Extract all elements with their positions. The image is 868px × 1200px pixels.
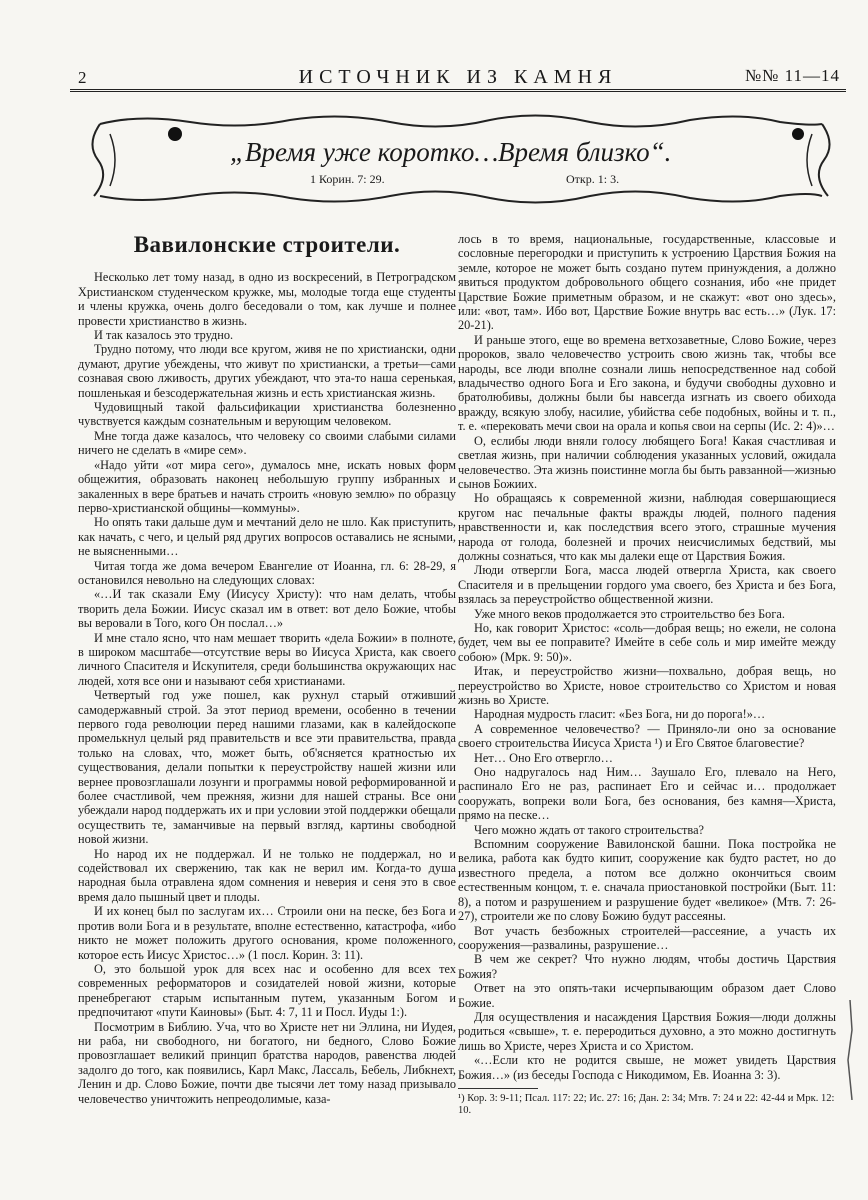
paragraph: В чем же секрет? Что нужно людям, чтобы достичь Царствия Божия? [458,952,836,981]
epigraph-ref-right: Откр. 1: 3. [566,172,620,186]
footnote-rule [458,1088,538,1089]
paragraph: Чего можно ждать от такого строительства? [474,822,704,837]
paragraph: Мне тогда даже казалось, что человеку со своими слабыми силами ничего не сделать в «мире сем». [78,428,456,458]
paragraph: «…Если кто не родится свыше, не может увидеть Царствия Божия…» (из беседы Господа с Никодимом, Ев. Иоанна 3: 3). [458,1053,836,1082]
paragraph: Трудно потому, что люди все кругом, живя не по христиански, одни думают, другие убеждены, что живут по христиански, а третьи—сами сознавая свою лживость, других убеждают, что эта-то наша серенькая, пошленькая и безсодержательная жизнь и есть христианская жизнь. [78,342,456,400]
footnote-text: ¹) Кор. 3: 9-11; Псал. 117: 22; Ис. 27: 16; Дан. 2: 34; Мтв. 7: 24 и 22: 42-44 и Мрк. 12: 10. [458,1093,835,1116]
paragraph: Но опять таки дальше дум и мечтаний дело не шло. Как приступить, как начать, с чего, и целый ряд других вопросов оставались не ясными, не выясненными… [78,515,456,559]
paragraph: Несколько лет тому назад, в одно из воскресений, в Петроградском Христианском студенческом кружке, мы, молодые тогда еще студенты и члены кружка, очень долго беседовали о том, как лучше и полнее провести христианство в жизнь. [78,270,456,328]
paragraph: Ответ на это опять-таки исчерпывающим образом дает Слово Божие. [458,981,836,1010]
paragraph: Но, как говорит Христос: «соль—добрая вещь; но ежели, не солона будет, чем вы ее поправите? Имейте в себе соль и мир имейте между собою» (Мрк. 9: 50)». [458,620,836,664]
paragraph: О, это большой урок для всех нас и особенно для всех тех современных реформаторов и созидателей новой жизни, которые пренебрегают старым испытанным путем, указанным Богом и предпочитают «пути Каиновы» (Быт. 4: 7, 11 и Посл. Иуды 1:). [78,961,456,1020]
column-left [78,232,456,1106]
paragraph: И так казалось это трудно. [94,328,234,343]
paragraph: Но обращаясь к современной жизни, наблюдая совершающиеся кругом нас печальные факты вражды людей, полного падения нравственности и, как последствия всего этого, страшные мучения народа от голода, болезней и прочих неисчислимых бедствий, мы должны сознаться, что как мы далеки еще от Царствия Божия. [458,491,836,563]
paragraph: О, еслибы люди вняли голосу любящего Бога! Какая счастливая и светлая жизнь, при наличии соблюдения указанных условий, ожидала человечество. Эта жизнь поистинне могла бы быть равзанной—жизнью сынов Божиих. [458,433,836,491]
paragraph: Вспомним сооружение Вавилонской башни. Пока постройка не велика, работа как будто кипит, сооружение как будто растет, но до известного предела, а потом все должно окончиться своим естественным концом, т. е. сначала приостановкой постройки (Быт. 11: 8), а потом и разрушением и разрушение будет «великое» (Мтв. 7: 26-27), строители же по слову Божию будут рассеяны. [458,837,836,924]
paragraph: Читая тогда же дома вечером Евангелие от Иоанна, гл. 6: 28-29, я остановился невольно на следующих словах: [78,558,456,587]
publication-title: ИСТОЧНИК ИЗ КАМНЯ [298,66,618,88]
paragraph: Народная мудрость гласит: «Без Бога, ни до порога!»… [474,707,766,722]
paragraph: И мне стало ясно, что нам мешает творить «дела Божии» в полноте, в широком масштабе—отсутствие веры во Иисуса Христа, как своего личного Спасителя и Искупителя, среди большинства окружающих нас людей, хотя все они и называют себя христианами. [78,630,456,688]
ornament-dot-right [792,128,804,140]
paragraph: «…И так сказали Ему (Иисусу Христу): что нам делать, чтобы творить дела Божии. Иисус сказал им в ответ: вот дело Божие, чтобы вы веровали в Того, кого Он послал…» [78,587,456,631]
paragraph: Итак, и переустройство жизни—похвально, добрая вещь, но переустройство во Христе, новое строительство со Христом и новая жизнь во Христе. [458,664,836,707]
header-rule [70,89,846,92]
epigraph-ref-left: 1 Корин. 7: 29. [310,172,385,186]
column-right [458,232,836,1082]
page-header [70,62,846,92]
paragraph: А современное человечество? — Приняло-ли оно за основание своего строительства Иисуса Христа ¹) и Его Святое благовестие? [458,721,836,751]
issue-number: №№ 11—14 [744,66,840,85]
page-edge-mark [840,1000,860,1100]
paragraph: лось в то время, национальные, государственные, классовые и сословные перегородки и приступить к устроению Царствия Божия на земле, которое не может быть создано путем принуждения, а должно явиться продуктом добровольного общего сознания, ибо «не придет Царствие Божие приметным образом, и не скажут: «вот оно здесь», или: «вот, там». Ибо вот, Царствие Божие внутрь вас есть…» (Лук. 17: 20-21). [458,232,836,333]
paragraph: Вот участь безбожных строителей—рассеяние, а участь их сооружения—развалины, разрушение… [458,923,836,952]
paragraph: Посмотрим в Библию. Уча, что во Христе нет ни Эллина, ни Иудея, ни раба, ни свободного, ни богатого, ни бедного, Слово Божие провозглашает великий принцип братства народов, равенства людей задолго до того, как появились, Карл Макс, Лассаль, Бебель, Либкнехт, Ленин и др. Слово Божие, почти две тысячи лет тому назад призывало человечество уничтожить непреодолимые, каза- [78,1019,456,1106]
paragraph: «Надо уйти «от мира сего», думалось мне, искать новых форм общежития, образовать наконец небольшую группу избранных и закаленных в вере братьев и начать строить «новую землю» по образцу перво-христианской общины—коммуны». [78,457,456,515]
paragraph: Оно надругалось над Ним… Заушало Его, плевало на Него, распинало Его не раз, распинает Его и сейчас и… продолжает сооружать, вопреки воли Бога, без основания, без камня—Христа, прямо на песке… [458,765,836,823]
paragraph: Чудовищный такой фальсификации христианства болезненно чувствуется каждым сознательным и верующим человеком. [78,400,456,429]
paragraph: И их конец был по заслугам их… Строили они на песке, без Бога и против воли Бога и в результате, вполне естественно, катастрофа, «ибо никто не может положить другого основания, кроме положенного, которое есть Иисус Христос…» (1 посл. Корин. 3: 11). [78,904,456,962]
epigraph-banner [80,104,840,216]
column-left-body [78,270,456,1106]
epigraph-quote-left: „Время уже коротко… [230,137,499,167]
paragraph: Уже много веков продолжается это строительство без Бога. [474,606,785,621]
paragraph: И раньше этого, еще во времена ветхозаветные, Слово Божие, через пророков, звало человечество устроить свою жизнь так, чтобы все народы, все люди вполне сознали лишь непосредственное над собой владычество одного Бога и Его закона, и будучи свободны духовно и братолюбивы, должны были бы навсегда изгнать из своего обихода вражду, всякую злобу, насилие, убийства себе подобных, войны и т. п., т. е. «перековать мечи свои на орала и копья свои на серпы (Ис. 2: 4)»… [458,332,836,434]
paragraph: Нет… Оно Его отвергло… [474,750,613,765]
paragraph: Для осуществления и насаждения Царствия Божия—люди должны родиться «свыше», т. е. переродиться духовно, а это можно достигнуть лишь во Христе, через Христа и со Христом. [458,1009,836,1053]
epigraph-quote-right: Время близко“. [498,137,672,167]
paragraph: Четвертый год уже пошел, как рухнул старый отживший самодержавный строй. За этот период времени, особенно в течении первого года революции перед нашими глазами, как в калейдоскопе промелькнул целый ряд правительств и все эти правительства, правда только на словах, что, может быть, об'ясняется кратностью их существования, делали попытки к переустройству нашей жизни или вернее провозглашали лозунги и программы новой реформированной и более счастливой, чем прежняя, жизни для нашей страны. Все они убеждали народ поддержать их и при условии этой поддержки обещали осуществить те, заманчивые на первый взгляд, картины свободной новой жизни. [78,688,456,847]
column-right-body [458,232,836,1082]
ornament-dot-left [168,127,182,141]
footnote [458,1088,836,1117]
article-title: Вавилонские строители. [133,232,401,257]
paragraph: Но народ их не поддержал. И не только не поддержал, но и содействовал их свержению, так как не верил им. Когда-то душа народная была отравлена ядом сомнения и неверия и сеня это в свое время дало пышный цвет и плоды. [78,846,456,904]
page-number: 2 [78,68,87,87]
paragraph: Люди отвергли Бога, масса людей отвергла Христа, как своего Спасителя и в прельщении гордого ума своего, без Христа и без Бога, взялась за переустройство общественной жизни. [458,563,836,607]
